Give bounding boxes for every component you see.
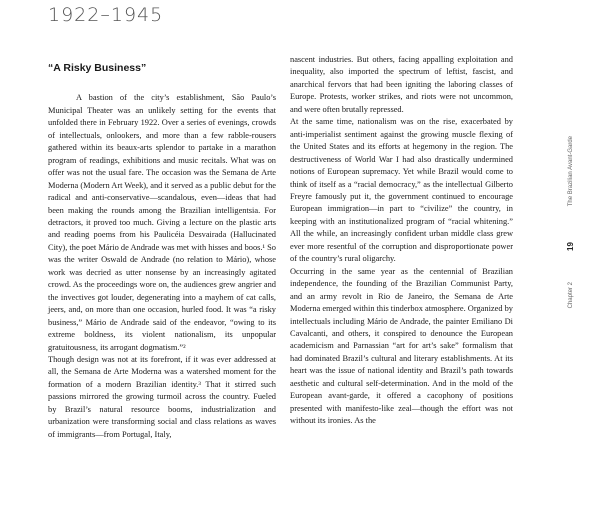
- era-heading: 1922–1945: [48, 4, 164, 26]
- section-heading: “A Risky Business”: [48, 62, 147, 74]
- paragraph: A bastion of the city’s establishment, São Paulo’s Municipal Theater was an unlikely setting for the events that unfolded there in February 1922. Over a series of evenings, crowds of intellectuals, onlookers, and more than a few rabble-rousers gathered within its beaux-arts splendor to partake in a marathon program of readings, exhibitions and music recitals. What was on offer was not the usual fare. The occasion was the Semana de Arte Moderna (Modern Art Week), and it served as a public debut for the radical and anti-conservative—scandalous, even—ideas that had been making the rounds among the Brazilian intelligentsia. For detractors, it proved too much. Giving a lecture on the plastic arts and reading poems from his Paulicéia Desvairada (Hallucinated City), the poet Mário de Andrade was met with hisses and boos.¹ So was the writer Oswald de Andrade (no relation to Mário), whose work was decried as utter nonsense by an increasingly agitated crowd. As the proceedings wore on, the audiences grew angrier and the invectives got louder, degenerating into a mayhem of cat calls, jeers, and, on more than one occasion, hurled food. It was “a risky business,” Mário de Andrade said of the endeavor, “owing to its extreme boldness, its violent nationalism, its unpopular gratuitousness, its arrogant dogmatism.”²: [48, 93, 276, 352]
- running-book-title: The Brazilian Avant-Garde: [568, 136, 574, 207]
- paragraph: nascent industries. But others, facing appalling exploitation and inequality, also imported the spectrum of leftist, fascist, and anarchical fervors that had been igniting the laboring classes of Europe. Protests, worker strikes, and riots were not uncommon, and were often brutally repressed.: [290, 55, 513, 114]
- paragraph: At the same time, nationalism was on the rise, exacerbated by anti-imperialist sentiment against the growing muscle flexing of the United States and its efforts at hegemony in the region. The destructiveness of World War I had also drastically undermined notions of European supremacy. Yet while Brazil would come to think of itself as a “racial democracy,” as the intellectual Gilberto Freyre famously put it, the government continued to encourage European immigration—in part to “civilize” the country, in keeping with an institutionalized program of “racial whitening.” All the while, an increasingly confident urban middle class grew ever more resentful of the corruption and disproportionate power of the country’s rural oligarchy.: [290, 117, 513, 264]
- running-chapter: Chapter 2: [568, 282, 574, 309]
- left-column: [48, 54, 276, 441]
- right-column: [290, 54, 513, 428]
- paragraph: Though design was not at its forefront, if it was ever addressed at all, the Semana de Arte Moderna was a watershed moment for the formation of a modern Brazilian identity.³ That it stirred such passions mirrored the growing turmoil across the country. Fueled by Brazil’s natural resource booms, industrialization and urbanization were transforming social and class relations as waves of immigrants—from Portugal, Italy,: [48, 354, 276, 439]
- paragraph: Occurring in the same year as the centennial of Brazilian independence, the founding of the Brazilian Communist Party, and an army revolt in Rio de Janeiro, the Semana de Arte Moderna emerged within this tinderbox atmosphere. Organized by intellectuals including Mário de Andrade, the painter Emiliano Di Cavalcanti, and others, it conspired to denounce the European academicism and Parnassian “art for art’s sake” formalism that had dominated Brazil’s cultural and literary establishments. At its heart was the issue of national identity and Brazil’s path towards aesthetic and cultural self-determination. And in the mold of the European avant-garde, it offered a cacophony of positions presented with manifesto-like zeal—though the effort was not without its ironies. As the: [290, 266, 513, 426]
- page-margin: [560, 0, 590, 510]
- page-number: 19: [565, 242, 575, 251]
